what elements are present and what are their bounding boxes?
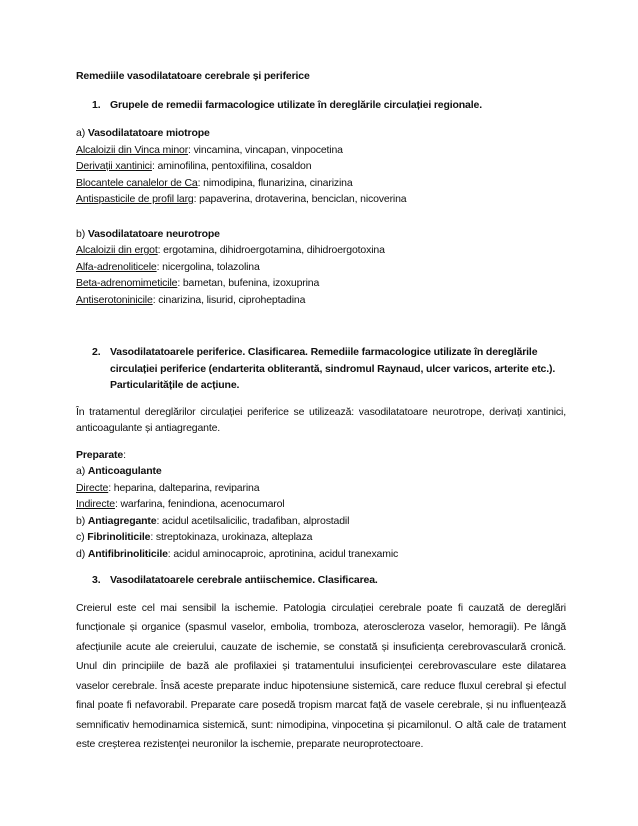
antiagregante-line [76,513,566,530]
section-2-text: Vasodilatatoarele periferice. Clasificarea. Remediile farmacologice utilizate în dereglările circulației periferice (endarterita obliterantă, sindromul Raynaud, ulcer varicos, arterite etc.). Particularitățile de acțiune. [110,346,556,391]
item-label: Alfa-adrenoliticele [76,260,157,273]
item-text: : papaverina, drotaverina, benciclan, nicoverina [193,193,407,205]
line-title: Fibrinoliticile [87,531,151,543]
anticoag-item [76,480,566,497]
group-b-item [76,275,566,292]
item-text: : nimodipina, flunarizina, cinarizina [197,176,353,189]
line-title: Antifibrinoliticile [87,547,168,560]
item-text: : aminofilina, pentoxifilina, cosaldon [151,160,312,172]
item-text: : warfarina, fenindiona, acenocumarol [114,498,285,510]
item-text: : nicergolina, tolazolina [156,260,260,273]
line-text: : streptokinaza, urokinaza, alteplaza [150,531,313,543]
item-label: Directe [76,481,109,494]
group-b-item [76,259,566,276]
item-label: Derivații xantinici [76,160,152,172]
line-text: : acidul acetilsalicilic, tradafiban, alprostadil [156,514,350,527]
group-a [76,125,566,208]
section-1-heading [92,97,566,114]
paragraph-cerebral: Creierul este cel mai sensibil la ischemie. Patologia circulației cerebrale poate fi cauzată de dereglări funcționale și organice (spasmul vaselor, embolia, tromboza, ateroscleroza vaselor, hemoragii). Pe lângă afecțiunile acute ale creierului, cauzate de ischemie, se constată și insuficiența cerebrovasculară cronică. Unul din principiile de bază ale profilaxiei și tratamentului insuficienței cerebrovasculare este dilatarea vaselor cerebrale. Însă aceste preparate induc hipotensiune sistemică, care reduce fluxul cerebral și efectul final poate fi nefavorabil. Preparate care posedă tropism marcat față de vasele cerebrale, și nu influențează semnificativ hemodinamica sistemică, sunt: nimodipina, vinpocetina și picamilonul. O altă cale de tratament este creșterea rezistenței neuronilor la ischemie, preparate neuroprotectoare. [76,601,566,750]
group-b-item [76,292,566,309]
anticoag-item [76,496,566,513]
item-label: Indirecte [76,498,115,510]
group-b-heading [76,226,566,243]
group-a-item [76,142,566,159]
section-3-number: 3. [92,574,101,586]
group-a-item [76,175,566,192]
antifibrinolitice-line [76,546,566,563]
document-title: Remediile vasodilatatoare cerebrale și periferice [76,70,310,82]
line-title: Antiagregante [87,514,157,527]
fibrinolitice-line [76,529,566,546]
preparate-colon: : [123,448,126,461]
section-1-number: 1. [92,98,101,111]
item-text: : bametan, bufenina, izoxuprina [177,277,320,289]
item-text: : ergotamina, dihidroergotamina, dihidroergotoxina [157,244,385,256]
item-text: : heparina, dalteparina, reviparina [108,481,260,494]
item-label: Antispasticile de profil larg [76,193,194,205]
section-3-text: Vasodilatatoarele cerebrale antiischemice. Clasificarea. [110,574,378,586]
item-text: : cinarizina, lisurid, ciproheptadina [152,293,306,306]
group-a-item [76,158,566,175]
line-prefix: c) [76,531,88,543]
group-b-title: Vasodilatatoare neurotrope [87,227,220,240]
preparate-title: Preparate [76,448,124,461]
group-a-prefix: a) [76,127,88,139]
anticoag-prefix: a) [76,465,88,477]
group-a-item [76,191,566,208]
group-b-prefix: b) [76,227,88,240]
line-prefix: b) [76,514,88,527]
item-label: Alcaloizii din Vinca minor [76,143,189,156]
group-b-item [76,242,566,259]
section-2-number: 2. [92,346,101,358]
preparate-label [76,447,566,464]
line-text: : acidul aminocaproic, aprotinina, acidul tranexamic [167,547,399,560]
item-label: Antiserotoninicile [76,293,153,306]
document-page [76,68,566,755]
group-a-heading [76,125,566,142]
item-label: Blocantele canalelor de Ca [76,176,198,189]
paragraph-peripheral: În tratamentul dereglărilor circulației periferice se utilizează: vasodilatatoare neurotrope, derivați xantinici, anticoagulante și antiagregante. [76,405,566,434]
item-text: : vincamina, vincapan, vinpocetina [188,143,343,156]
item-label: Beta-adrenomimeticile [76,277,178,289]
section-1-text: Grupele de remedii farmacologice utilizate în dereglările circulației regionale. [110,98,482,111]
section-2-heading [92,344,566,394]
item-label: Alcaloizii din ergot [76,244,158,256]
anticoag-title: Anticoagulante [87,465,162,477]
anticoag-heading [76,463,566,480]
group-b [76,226,566,309]
group-a-title: Vasodilatatoare miotrope [87,127,210,139]
section-3-heading [92,572,566,589]
line-prefix: d) [76,547,88,560]
